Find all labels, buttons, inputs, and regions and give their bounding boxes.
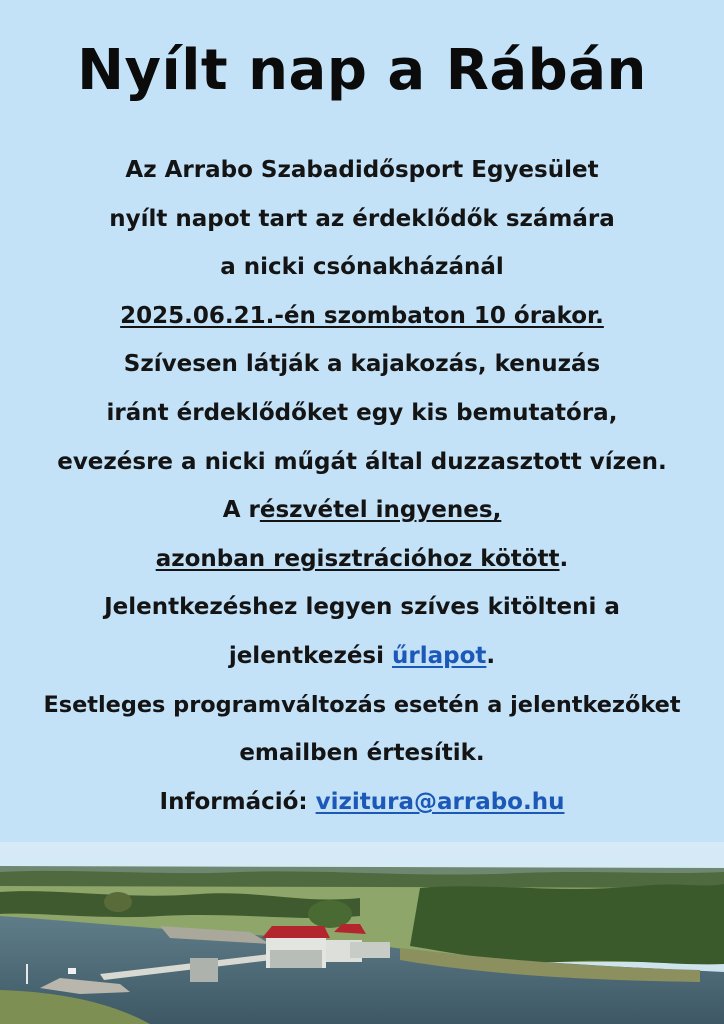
form-line: jelentkezési űrlapot. bbox=[228, 642, 496, 669]
registration-line: azonban regisztrációhoz kötött. bbox=[155, 545, 569, 572]
river-photo bbox=[0, 842, 724, 1024]
text-line: a nicki csónakházánál bbox=[220, 254, 504, 281]
info-line: Információ: vizitura@arrabo.hu bbox=[159, 788, 565, 815]
text-line: emailben értesítik. bbox=[239, 740, 485, 767]
page-title: Nyílt nap a Rábán bbox=[77, 38, 647, 103]
announcement-text bbox=[0, 146, 724, 826]
form-link[interactable]: űrlapot bbox=[392, 642, 487, 669]
text-line: Az Arrabo Szabadidősport Egyesület bbox=[125, 157, 599, 183]
right-trees bbox=[410, 884, 724, 964]
text-line: Jelentkezéshez legyen szíves kitölteni a bbox=[104, 594, 620, 621]
red-roof bbox=[262, 926, 330, 938]
text-line: Esetleges programváltozás esetén a jelentkezőket bbox=[43, 691, 681, 718]
text-line: Szívesen látják a kajakozás, kenuzás bbox=[123, 351, 601, 378]
free-participation-text: észvétel ingyenes, bbox=[259, 497, 502, 524]
email-link[interactable]: vizitura@arrabo.hu bbox=[315, 788, 565, 815]
text-line: iránt érdeklődőket egy kis bemutatóra, bbox=[106, 399, 618, 426]
date-line bbox=[0, 292, 724, 341]
free-participation-line: A részvétel ingyenes, bbox=[222, 497, 502, 524]
text-line: nyílt napot tart az érdeklődők számára bbox=[109, 205, 615, 232]
registration-required-text: azonban regisztrációhoz kötött bbox=[155, 545, 560, 572]
text-line: evezésre a nicki műgát által duzzasztott vízen. bbox=[57, 448, 667, 475]
event-date: 2025.06.21.-én szombaton 10 órakor. bbox=[120, 302, 604, 329]
